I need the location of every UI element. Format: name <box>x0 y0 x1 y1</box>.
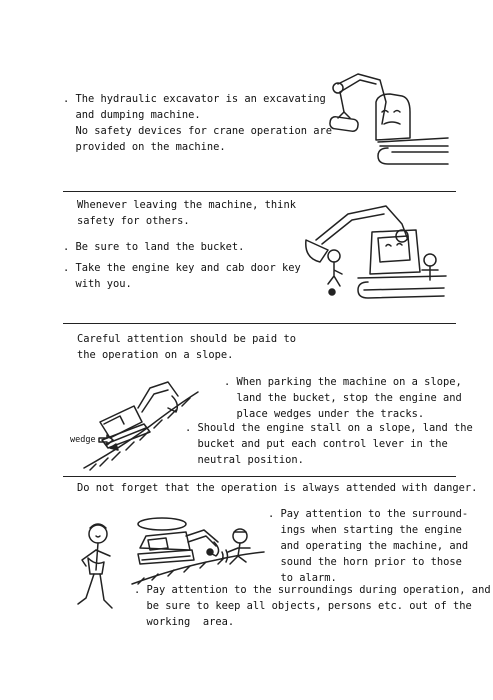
s1-bullet1-line1: . The hydraulic excavator is an excavating <box>63 93 326 105</box>
s1-bullet1-line2: and dumping machine. <box>63 109 201 121</box>
s2-intro-line1: Whenever leaving the machine, think <box>77 199 296 211</box>
divider-2 <box>63 323 456 324</box>
s4-bullet1-line5: to alarm. <box>268 572 337 584</box>
s1-bullet1-line3: No safety devices for crane operation are <box>63 125 332 137</box>
s3-bullet2-line3: neutral position. <box>185 454 304 466</box>
s3-intro-line2: the operation on a slope. <box>77 349 234 361</box>
s3-bullet1-line1: . When parking the machine on a slope, <box>224 376 462 388</box>
s4-bullet1-line3: and operating the machine, and <box>268 540 469 552</box>
divider-1 <box>63 191 456 192</box>
s4-bullet2-line2: be sure to keep all objects, persons etc. out of the <box>134 600 472 612</box>
s4-bullet2-line1: . Pay attention to the surroundings during operation, and <box>134 584 491 596</box>
s2-intro-line2: safety for others. <box>77 215 190 227</box>
s4-bullet1-line4: sound the horn prior to those <box>268 556 462 568</box>
s2-bullet2-line2: with you. <box>63 278 132 290</box>
s2-bullet2-line1: . Take the engine key and cab door key <box>63 262 301 274</box>
s3-intro-line1: Careful attention should be paid to <box>77 333 296 345</box>
s4-bullet1-line2: ings when starting the engine <box>268 524 462 536</box>
wedge-arrow-icon <box>98 434 114 446</box>
s4-bullet1-line1: . Pay attention to the surround- <box>268 508 469 520</box>
s3-bullet2-line2: bucket and put each control lever in the <box>185 438 448 450</box>
s3-bullet1-line3: place wedges under the tracks. <box>224 408 425 420</box>
s1-bullet1-line4: provided on the machine. <box>63 141 226 153</box>
crane-excavator-illustration <box>318 62 458 172</box>
s2-bullet1: . Be sure to land the bucket. <box>63 241 245 253</box>
wedge-label: wedge <box>70 435 96 445</box>
parked-excavator-illustration <box>298 200 448 310</box>
s4-bullet2-line3: working area. <box>134 616 235 628</box>
s3-bullet1-line2: land the bucket, stop the engine and <box>224 392 462 404</box>
s3-bullet2-line1: . Should the engine stall on a slope, land the <box>185 422 473 434</box>
worker-figure-illustration <box>72 522 122 617</box>
s4-intro: Do not forget that the operation is always attended with danger. <box>77 482 478 494</box>
slope-excavator-illustration <box>80 378 200 473</box>
slope-working-excavator-illustration <box>126 508 266 588</box>
divider-3 <box>63 476 456 477</box>
